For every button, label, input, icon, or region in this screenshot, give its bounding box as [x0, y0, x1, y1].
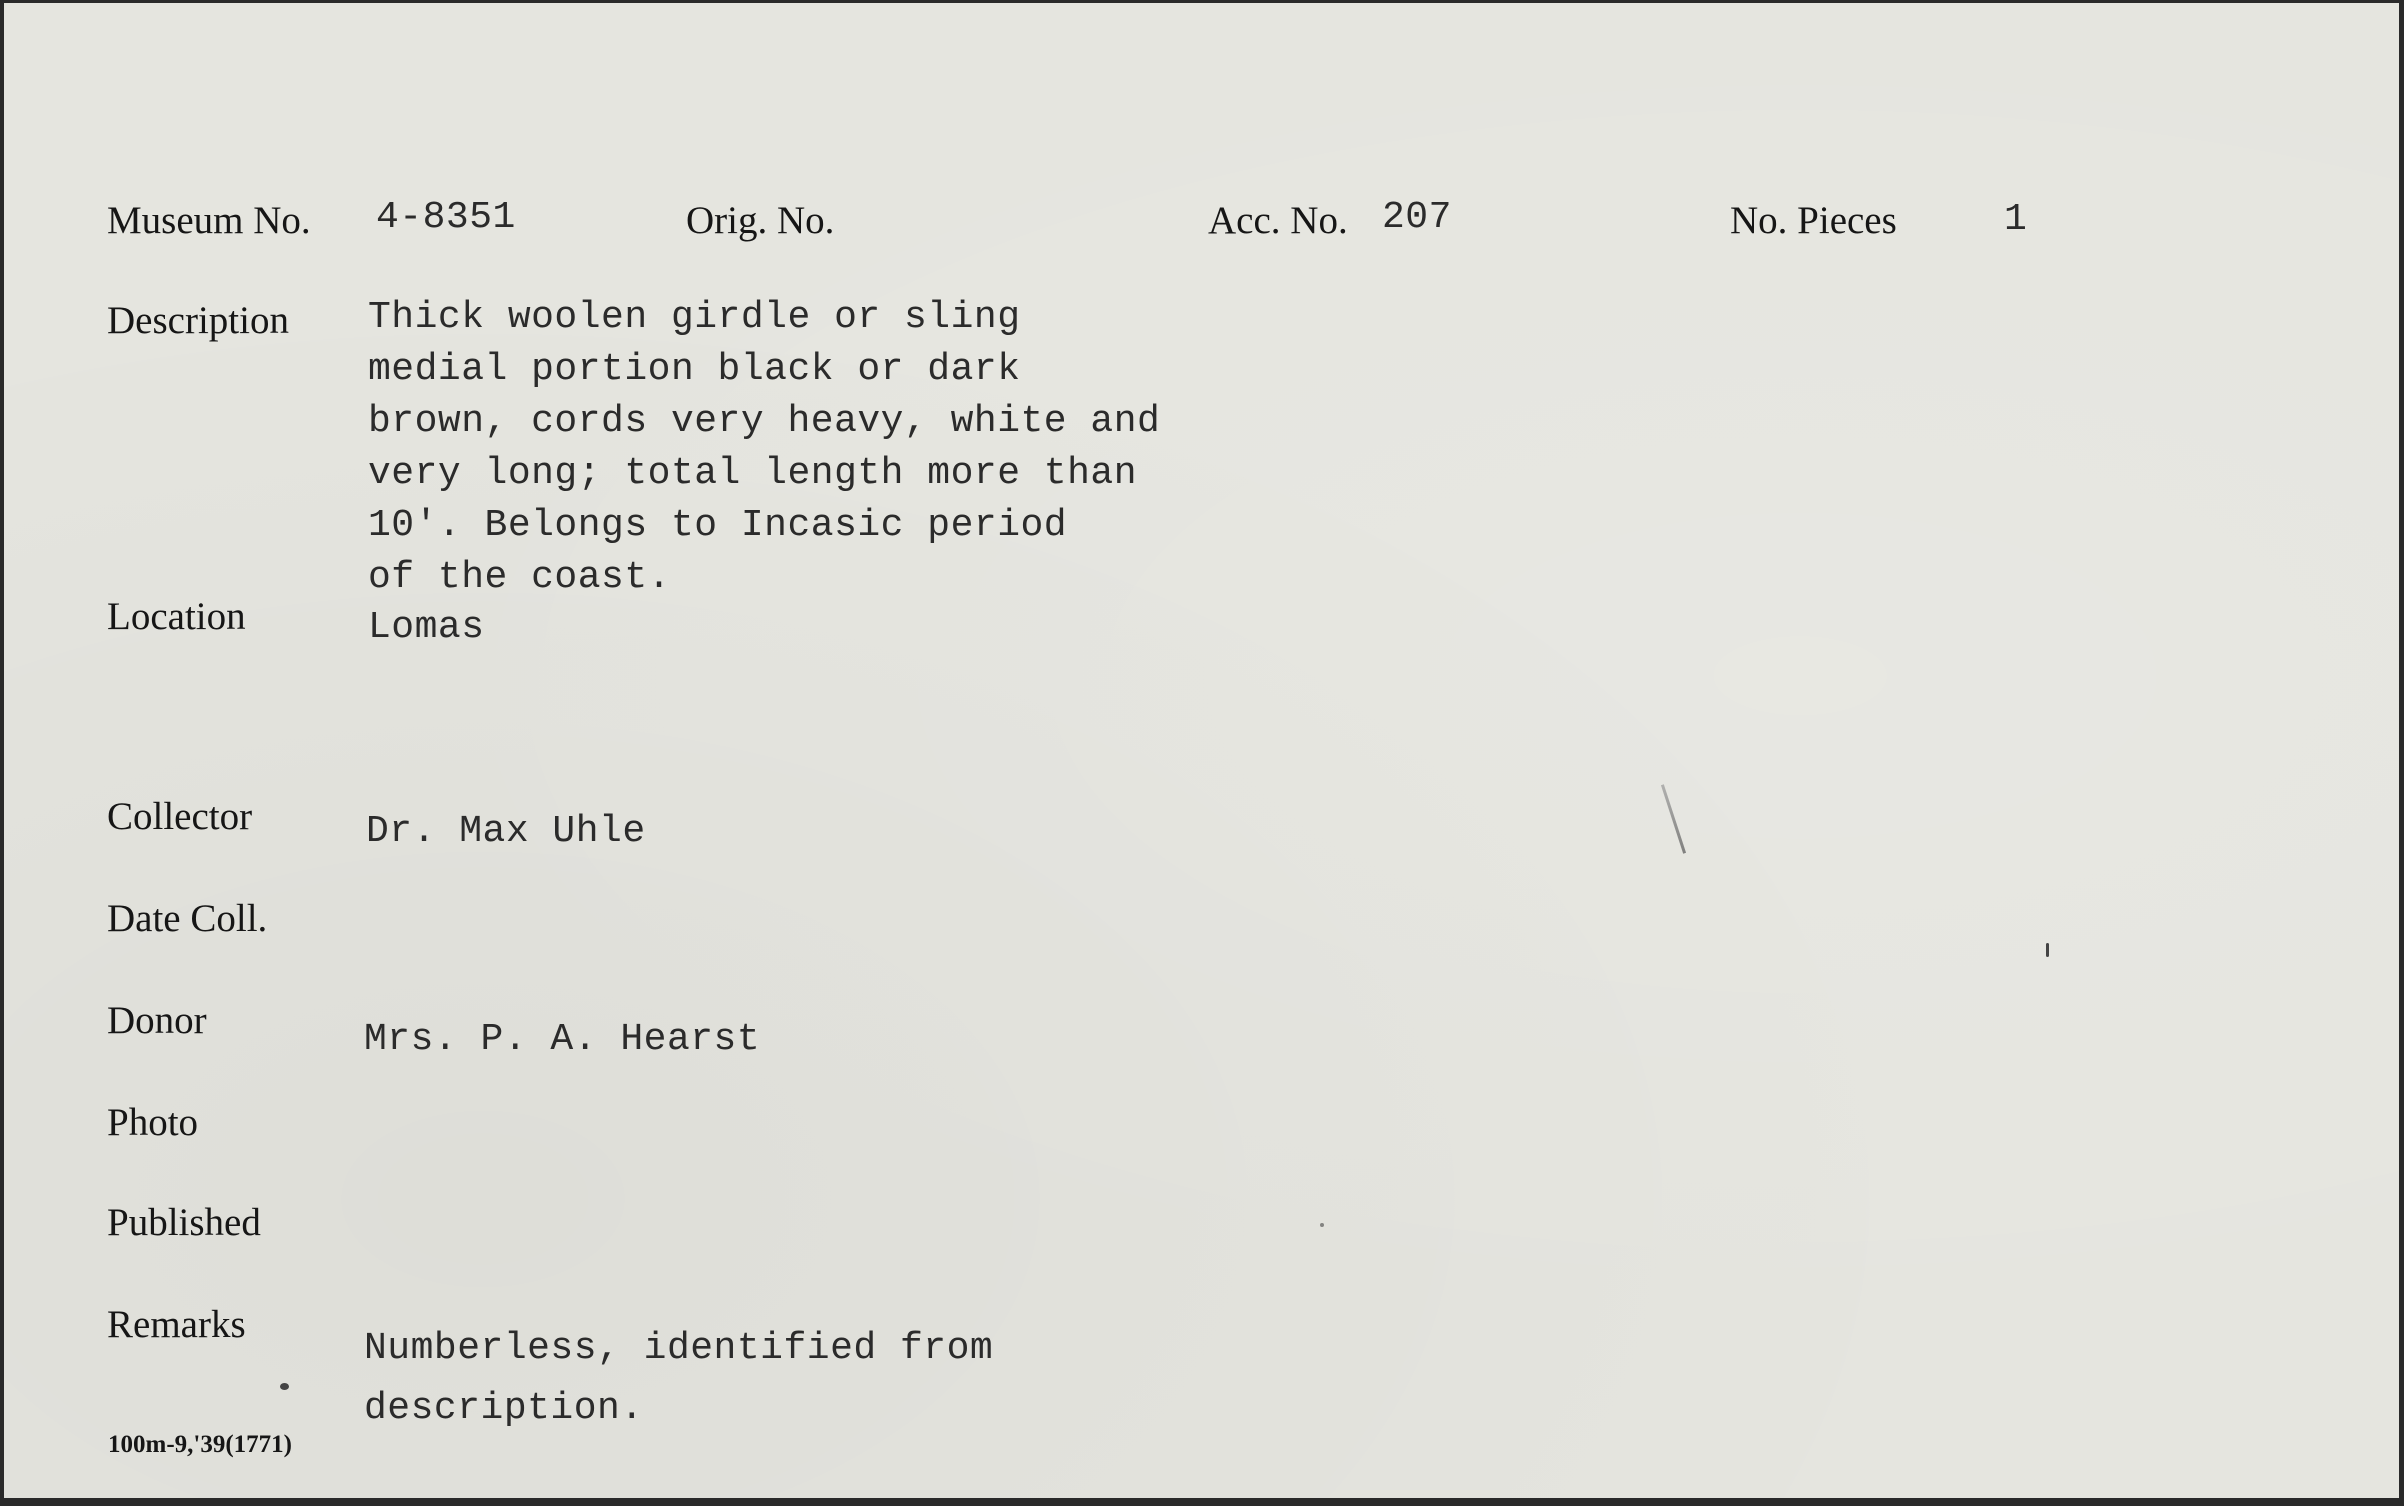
- no-pieces-value: 1: [2004, 198, 2028, 241]
- ink-speck: [2046, 943, 2049, 957]
- photo-label: Photo: [107, 1101, 199, 1144]
- museum-no-label: Museum No.: [107, 199, 311, 242]
- description-line: 10'. Belongs to Incasic period: [368, 504, 1068, 547]
- location-value: Lomas: [368, 606, 485, 649]
- description-label: Description: [107, 299, 289, 342]
- paper-scratch: [1661, 784, 1686, 853]
- description-line: very long; total length more than: [368, 452, 1138, 495]
- acc-no-value: 207: [1382, 196, 1452, 239]
- published-label: Published: [107, 1201, 261, 1244]
- no-pieces-label: No. Pieces: [1730, 199, 1897, 242]
- remarks-line: Numberless, identified from: [364, 1327, 994, 1370]
- remarks-label: Remarks: [107, 1303, 246, 1346]
- ink-speck: [1320, 1223, 1324, 1227]
- donor-value: Mrs. P. A. Hearst: [364, 1018, 761, 1061]
- ink-speck: [280, 1383, 289, 1390]
- collector-label: Collector: [107, 795, 253, 838]
- acc-no-label: Acc. No.: [1208, 199, 1348, 242]
- description-line: Thick woolen girdle or sling: [368, 296, 1021, 339]
- description-line: of the coast.: [368, 556, 671, 599]
- form-code: 100m-9,'39(1771): [108, 1431, 292, 1458]
- orig-no-label: Orig. No.: [686, 199, 835, 242]
- museum-no-value: 4-8351: [376, 196, 516, 239]
- description-line: medial portion black or dark: [368, 348, 1021, 391]
- collector-value: Dr. Max Uhle: [366, 810, 646, 853]
- description-line: brown, cords very heavy, white and: [368, 400, 1161, 443]
- donor-label: Donor: [107, 999, 207, 1042]
- date-coll-label: Date Coll.: [107, 897, 268, 940]
- remarks-line: description.: [364, 1387, 644, 1430]
- location-label: Location: [107, 595, 246, 638]
